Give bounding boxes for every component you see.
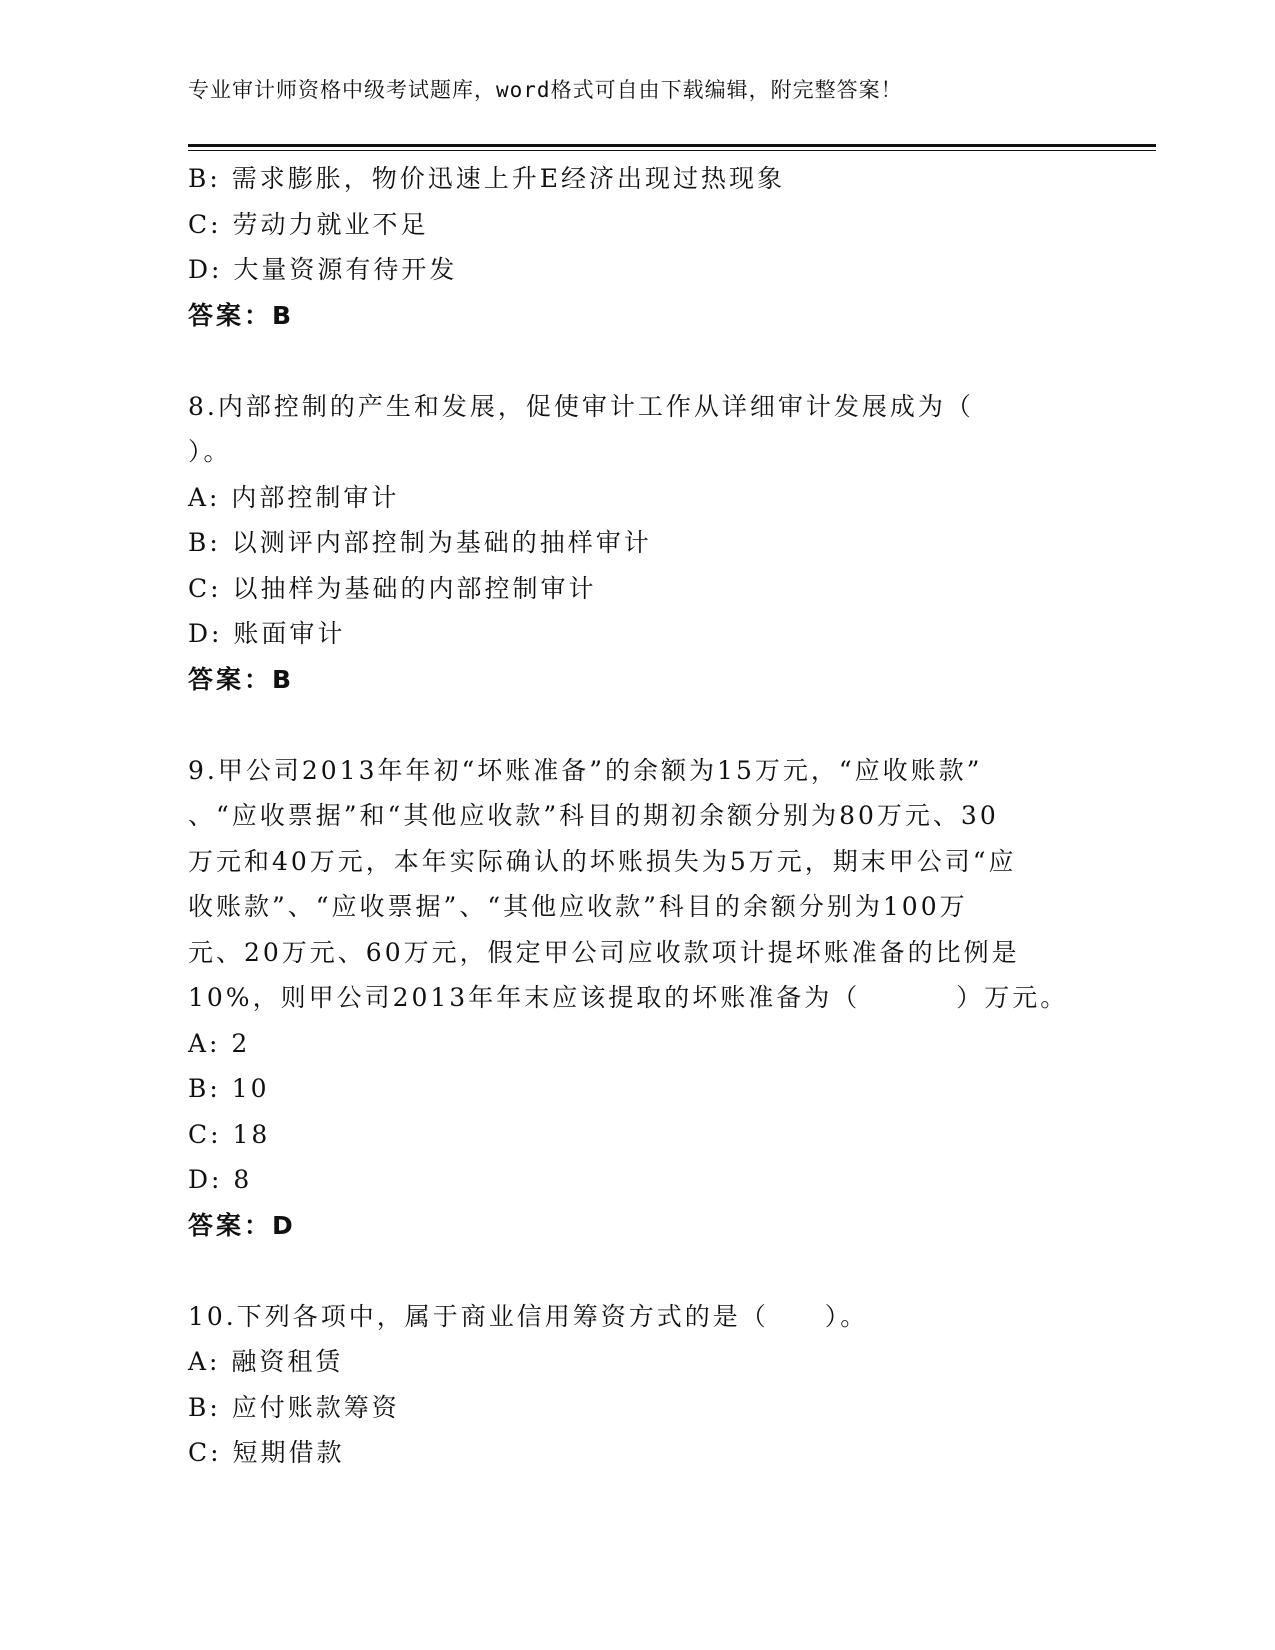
q9-option-b: B: 10 bbox=[188, 1074, 270, 1103]
q7-option-d: D: 大量资源有待开发 bbox=[188, 255, 458, 284]
q10-option-b: B: 应付账款筹资 bbox=[188, 1392, 400, 1422]
q8-option-b: B: 以测评内部控制为基础的抽样审计 bbox=[188, 528, 652, 557]
q8-stem-line-1: 8.内部控制的产生和发展，促使审计工作从详细审计发展成为（ bbox=[188, 391, 974, 421]
q9-stem-before-blank: 10%，则甲公司2013年年末应该提取的坏账准备为（ bbox=[188, 983, 861, 1012]
q10-stem-after-blank: ）。 bbox=[824, 1301, 869, 1331]
q8-answer: 答案：B bbox=[188, 664, 295, 694]
question-spacer bbox=[188, 702, 1088, 748]
q10-stem-before-blank: 10.下列各项中，属于商业信用筹资方式的是（ bbox=[188, 1301, 769, 1331]
q9-answer: 答案：D bbox=[188, 1210, 296, 1240]
q8-option-d: D: 账面审计 bbox=[188, 619, 346, 648]
q9-stem-line-2: 、“应收票据”和“其他应收款”科目的期初余额分别为80万元、30 bbox=[188, 801, 999, 830]
q7-option-c: C: 劳动力就业不足 bbox=[188, 209, 429, 239]
header-rule-thin bbox=[188, 150, 1156, 151]
q9-stem-line-4: 收账款”、“应收票据”、“其他应收款”科目的余额分别为100万 bbox=[188, 892, 968, 921]
q8-stem-line-2: ）。 bbox=[188, 437, 232, 466]
q9-option-a: A: 2 bbox=[188, 1028, 251, 1058]
q8-option-a: A: 内部控制审计 bbox=[188, 482, 400, 512]
q10-option-c: C: 短期借款 bbox=[188, 1438, 345, 1467]
question-spacer bbox=[188, 1248, 1088, 1294]
q9-stem-line-3: 万元和40万元，本年实际确认的坏账损失为5万元，期末甲公司“应 bbox=[188, 846, 1017, 876]
q9-stem-line-1: 9.甲公司2013年年初“坏账准备”的余额为15万元，“应收账款” bbox=[188, 755, 983, 785]
header-rule-thick bbox=[188, 144, 1156, 147]
q7-option-b: B: 需求膨胀，物价迅速上升E经济出现过热现象 bbox=[188, 164, 785, 193]
q9-stem-line-5: 元、20万元、60万元，假定甲公司应收款项计提坏账准备的比例是 bbox=[188, 937, 1020, 967]
q7-answer: 答案：B bbox=[188, 300, 295, 330]
q9-option-c: C: 18 bbox=[188, 1119, 271, 1149]
q9-stem-line-6 bbox=[188, 975, 1088, 1021]
q9-option-d: D: 8 bbox=[188, 1165, 253, 1194]
question-spacer bbox=[188, 338, 1088, 384]
q10-stem bbox=[188, 1294, 1088, 1340]
q10-option-a: A: 融资租赁 bbox=[188, 1347, 344, 1376]
page-header: 专业审计师资格中级考试题库，word格式可自由下载编辑，附完整答案！ bbox=[188, 78, 903, 102]
question-content bbox=[188, 156, 1088, 1476]
q8-option-c: C: 以抽样为基础的内部控制审计 bbox=[188, 573, 597, 603]
q9-stem-after-blank: ）万元。 bbox=[956, 983, 1069, 1012]
